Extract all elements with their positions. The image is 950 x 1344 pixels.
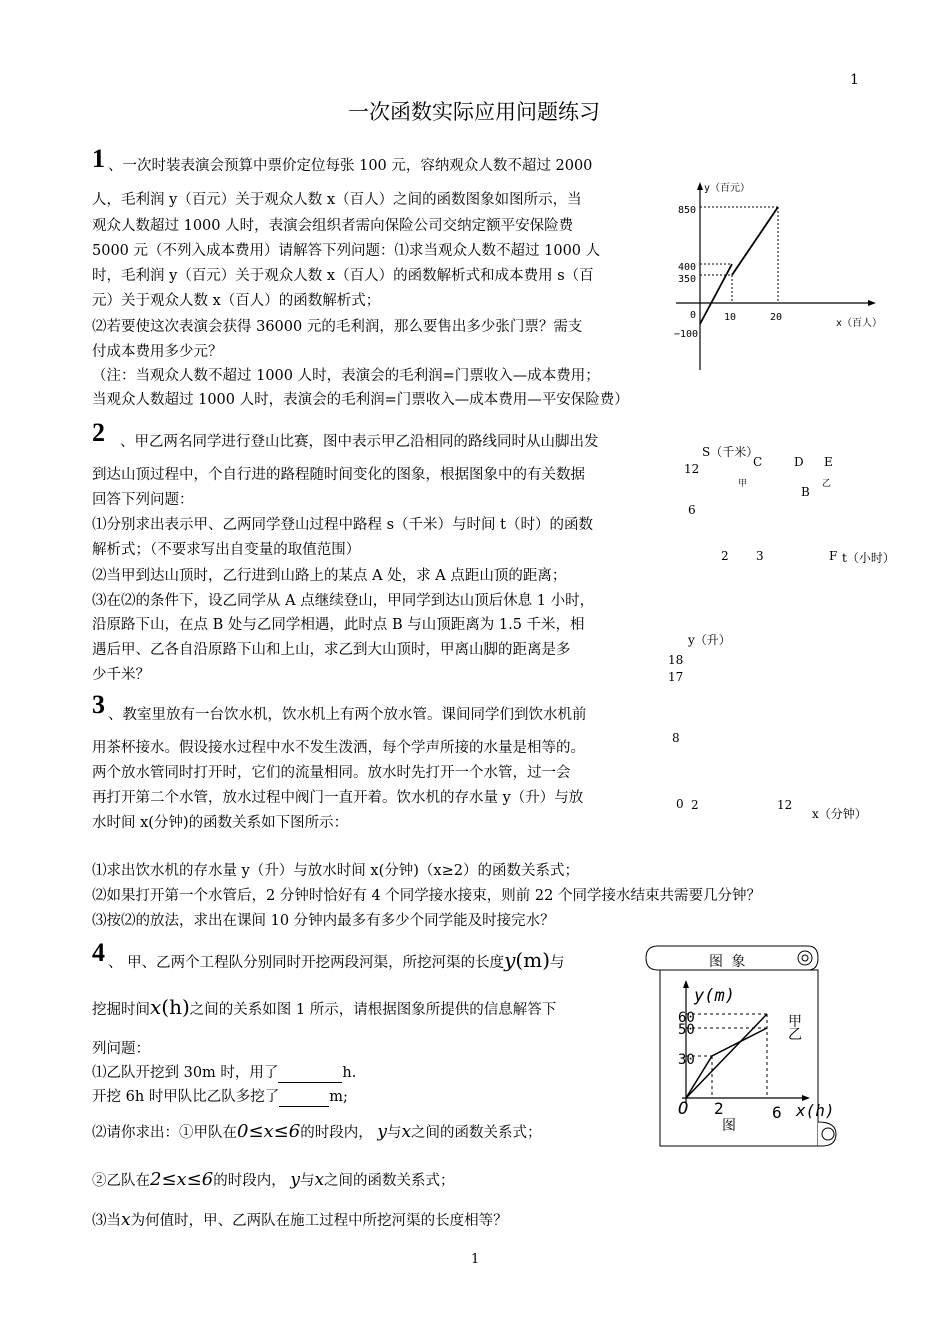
s-axis-label: S（千米） xyxy=(702,445,759,459)
x-axis-label: x(h) xyxy=(796,1101,835,1120)
question-text-line: ⑶在⑵的条件下，设乙同学从 A 点继续登山，甲同学到达山顶后休息 1 小时， xyxy=(92,593,595,609)
tick-label: 12 xyxy=(684,462,700,476)
question-text-line: 观众人数超过 1000 人时，表演会组织者需向保险公司交纳定额平安保险费 xyxy=(92,218,574,234)
origin-label: 0 xyxy=(676,797,684,811)
question-text-line: ⑵请你求出：①甲队在0≤x≤6的时段内， y与x之间的函数关系式； xyxy=(92,1121,542,1142)
series-label-yi: 乙 xyxy=(788,1027,802,1043)
question-text-line: 、教室里放有一台饮水机，饮水机上有两个放水管。课间同学们到饮水机前 xyxy=(108,707,587,723)
question-text-line: 用茶杯接水。假设接水过程中水不发生泼洒，每个学声所接的水量是相等的。 xyxy=(92,740,585,756)
question-text-line: 列问题： xyxy=(92,1041,150,1057)
page-number-bottom: 1 xyxy=(471,1252,480,1267)
question-text-line: 当观众人数超过 1000 人时，表演会的毛利润=门票收入—成本费用—平安保险费） xyxy=(92,392,629,408)
t-axis-label: t（小时） xyxy=(842,551,895,565)
question-text-line: ⑵若要使这次表演会获得 36000 元的毛利润，那么要售出多少张门票？需支 xyxy=(92,319,583,335)
var-y: y xyxy=(504,948,516,972)
point-label-c: C xyxy=(753,455,763,469)
answer-blank[interactable] xyxy=(279,1092,329,1107)
tick-label: −100 xyxy=(674,329,699,340)
tick-label: 50 xyxy=(678,1022,695,1038)
question-text-line: ⑶当x为何值时，甲、乙两队在施工过程中所挖河渠的长度相等？ xyxy=(92,1210,508,1230)
tick-label: 2 xyxy=(721,549,729,563)
tick-label: 2 xyxy=(714,1099,724,1118)
question-text-line: 、甲乙两名同学进行登山比赛，图中表示甲乙沿相同的路线同时从山脚出发 xyxy=(120,434,599,450)
profit-graph xyxy=(666,180,896,380)
question-text-line: ⑴求出饮水机的存水量 y（升）与放水时间 x(分钟)（x≥2）的函数关系式； xyxy=(92,863,579,879)
tick-label: 6 xyxy=(772,1103,782,1122)
question-text-line: 元）关于观众人数 x（百人）的函数解析式； xyxy=(92,293,381,309)
question-text-line: 付成本费用多少元？ xyxy=(92,344,223,360)
y-axis-label: y（百元） xyxy=(704,183,751,194)
point-label-d: D xyxy=(794,455,804,469)
question-number: 1 xyxy=(92,144,105,173)
question-text-line: 人，毛利润 y（百元）关于观众人数 x（百人）之间的函数图象如图所示，当 xyxy=(92,192,582,208)
tick-label: 20 xyxy=(770,312,783,323)
y-axis-label: y（升） xyxy=(688,633,731,647)
question-text-line: 、一次时装表演会预算中票价定位每张 100 元，容纳观众人数不超过 2000 xyxy=(108,158,593,174)
tick-label: 12 xyxy=(777,798,793,812)
tick-label: 400 xyxy=(678,262,697,273)
question-text-line: 两个放水管同时打开时，它们的流量相同。放水时先打开一个水管，过一会 xyxy=(92,765,571,781)
question-text-line: 挖掘时间x(h)之间的关系如图 1 所示，请根据图象所提供的信息解答下 xyxy=(92,995,557,1019)
tick-label: 3 xyxy=(756,549,764,563)
question-text-line: 沿原路下山，在点 B 处与乙同学相遇，此时点 B 与山顶距离为 1.5 千米，相 xyxy=(92,617,585,633)
tick-label: 6 xyxy=(688,503,696,517)
question-text-line: 解析式；（不要求写出自变量的取值范围） xyxy=(92,542,361,558)
series-label-yi: 乙 xyxy=(822,479,832,489)
question-text-line: 水时间 x(分钟)的函数关系如下图所示： xyxy=(92,815,349,831)
scroll-curl-bottom xyxy=(822,1128,834,1140)
x-axis-label: x（百人） xyxy=(836,318,883,329)
series-label-jia: 甲 xyxy=(788,1014,802,1030)
segment-2 xyxy=(732,207,778,275)
question-text-line: 到达山顶过程中，个自行进的路程随时间变化的图象，根据图象中的有关数据 xyxy=(92,467,585,483)
question-text-line: 5000 元（不列入成本费用）请解答下列问题：⑴求当观众人数不超过 1000 人 xyxy=(92,243,601,259)
question-text-line: 少千米？ xyxy=(92,667,150,683)
tick-label: 60 xyxy=(678,1010,695,1026)
tick-label: 18 xyxy=(668,653,684,667)
question-text-line: ⑴乙队开挖到 30m 时，用了 h. xyxy=(92,1065,357,1081)
point-label-e: E xyxy=(824,455,833,469)
range-expr: 2≤x≤6 xyxy=(150,1169,214,1190)
figure-caption: 图 xyxy=(722,1118,736,1134)
excavation-graph xyxy=(636,938,850,1150)
question-text-line: 开挖 6h 时甲队比乙队多挖了 m; xyxy=(92,1089,348,1105)
tick-label: 10 xyxy=(724,312,737,323)
question-text-line: ⑵如果打开第一个水管后，2 分钟时恰好有 4 个同学接水接束，则前 22 个同学接水结束共需要几分钟？ xyxy=(92,888,761,904)
x-axis-label: x（分钟） xyxy=(812,807,867,821)
scroll-title: 图 象 xyxy=(709,954,746,970)
tick-label: 17 xyxy=(668,670,684,684)
origin-label: O xyxy=(678,1099,689,1119)
point-label-b: B xyxy=(801,485,810,499)
y-axis-label: y(m) xyxy=(694,986,735,1006)
question-number: 2 xyxy=(92,418,105,447)
question-text-line: 、 甲、乙两个工程队分别同时开挖两段河渠，所挖河渠的长度y(m)与 xyxy=(108,948,565,972)
answer-blank[interactable] xyxy=(278,1068,342,1083)
unit-h: (h) xyxy=(161,995,190,1019)
question-text-line: 时，毛利润 y（百元）关于观众人数 x（百人）的函数解析式和成本费用 s（百 xyxy=(92,268,594,284)
tick-label: 8 xyxy=(672,731,680,745)
point-label-f: F xyxy=(829,549,838,563)
range-expr: 0≤x≤6 xyxy=(237,1121,301,1142)
page-title: 一次函数实际应用问题练习 xyxy=(348,100,600,124)
question-text-line: ⑵当甲到达山顶时，乙行进到山路上的某点 A 处，求 A 点距山顶的距离； xyxy=(92,568,567,584)
y-axis-arrow xyxy=(697,182,703,190)
tick-label: 850 xyxy=(678,205,697,216)
question-number: 3 xyxy=(92,690,105,719)
question-text-line: ⑶按⑵的放法，求出在课间 10 分钟内最多有多少个同学能及时接完水？ xyxy=(92,913,555,929)
page-number-top: 1 xyxy=(850,72,859,88)
series-label-jia: 甲 xyxy=(738,479,748,489)
tick-label: 0 xyxy=(690,310,697,321)
var-x: x xyxy=(150,995,162,1019)
x-axis-arrow xyxy=(868,300,876,306)
question-text-line: （注：当观众人数不超过 1000 人时，表演会的毛利润=门票收入—成本费用； xyxy=(92,368,600,384)
question-text-line: 回答下列问题： xyxy=(92,492,194,508)
question-text-line: ⑴分别求出表示甲、乙两同学登山过程中路程 s（千米）与时间 t（时）的函数 xyxy=(92,517,593,533)
tick-label: 2 xyxy=(691,798,699,812)
question-number: 4 xyxy=(92,938,105,967)
unit-m: (m) xyxy=(515,948,550,972)
question-text-line: 遇后甲、乙各自沿原路下山和上山，求乙到大山顶时，甲离山脚的距离是多 xyxy=(92,642,571,658)
tick-label: 350 xyxy=(678,274,697,285)
question-text-line: ②乙队在2≤x≤6的时段内， y与x之间的函数关系式； xyxy=(92,1169,455,1190)
tick-label: 30 xyxy=(678,1052,695,1068)
question-text-line: 再打开第二个水管，放水过程中阀门一直开着。饮水机的存水量 y（升）与放 xyxy=(92,790,584,806)
